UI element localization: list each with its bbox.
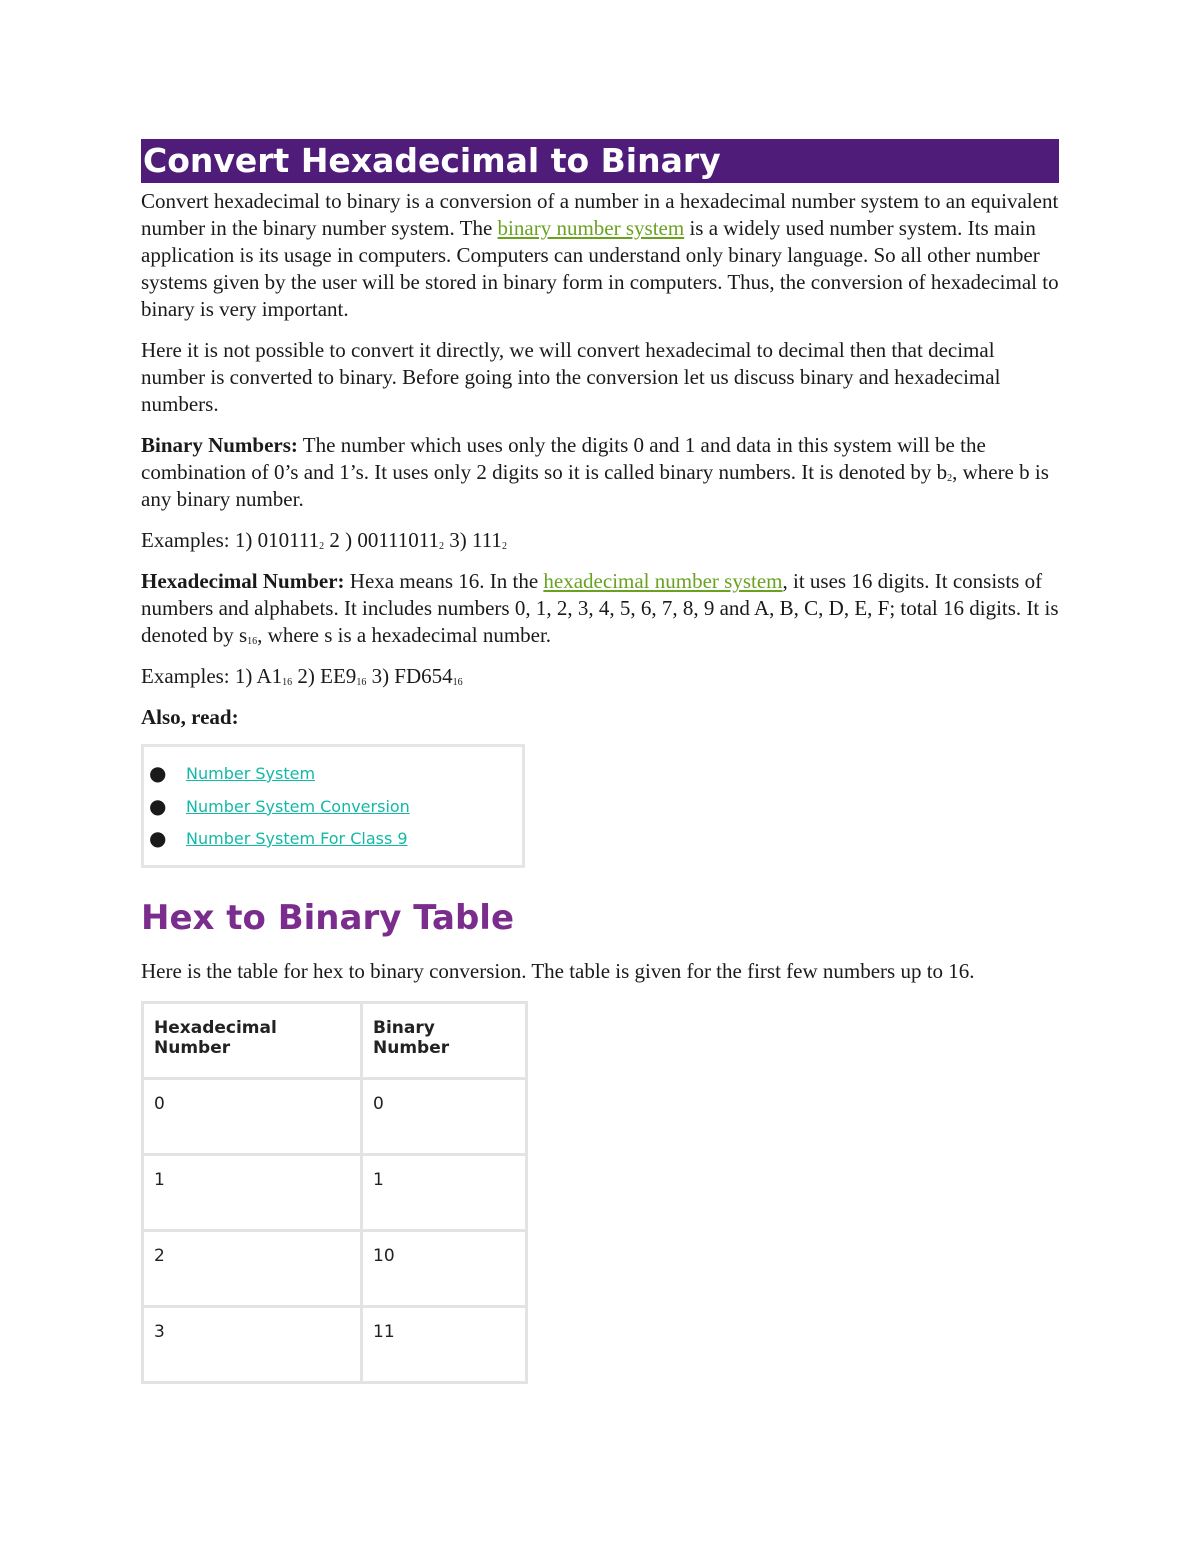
article-content [141, 139, 1059, 1384]
hex-example-3-base: 16 [452, 677, 463, 688]
table-cell: 1 [143, 1155, 362, 1231]
binary-examples [141, 527, 1059, 554]
hexadecimal-number-label: Hexadecimal Number: [141, 569, 345, 593]
bullet-icon: ● [149, 793, 167, 818]
section-heading: Hex to Binary Table [141, 898, 515, 938]
table-cell: 3 [143, 1307, 362, 1383]
binary-numbers-paragraph [141, 432, 1059, 513]
list-item [149, 826, 410, 859]
also-read-list [149, 761, 410, 859]
binary-text-1: The number which uses only the digits 0 and 1 and data in this system will be the combination of 0’s and 1’s. It uses only 2 digits so it is called binary numbers. It is denoted by b [141, 433, 986, 484]
hex-text-1: Hexa means 16. In the [344, 569, 544, 593]
table-cell: 0 [362, 1079, 527, 1155]
binary-example-1: Examples: 1) 010111 [141, 528, 320, 552]
column-header: Binary Number [362, 1003, 527, 1079]
intro-text-start: Convert hexadecimal to binary is a conversion of a number in a hexadecimal number system to an equivalent number in the binary number system. The [141, 189, 1059, 240]
list-item [149, 761, 410, 794]
hexadecimal-number-paragraph [141, 568, 1059, 649]
table-row [143, 1079, 527, 1155]
binary-text-2: , where b is any binary number. [141, 460, 1049, 511]
also-read-box [141, 744, 525, 868]
page-title: Convert Hexadecimal to Binary [141, 139, 1059, 183]
binary-example-1-base: 2 [319, 541, 325, 552]
table-row [143, 1155, 527, 1231]
hex-subscript: 16 [247, 636, 258, 647]
binary-example-2: 2 ) 00111011 [324, 528, 439, 552]
hex-example-2-base: 16 [356, 677, 367, 688]
binary-numbers-label: Binary Numbers: [141, 433, 298, 457]
table-row [143, 1307, 527, 1383]
hex-example-1-base: 16 [282, 677, 293, 688]
binary-example-3-base: 2 [501, 541, 507, 552]
table-row [143, 1231, 527, 1307]
binary-example-2-base: 2 [439, 541, 444, 552]
table-cell: 1 [362, 1155, 527, 1231]
table-intro-paragraph: Here is the table for hex to binary conversion. The table is given for the first few numbers up to 16. [141, 959, 975, 983]
bullet-icon: ● [149, 826, 167, 850]
binary-number-system-link[interactable]: binary number system [497, 216, 685, 240]
number-system-link[interactable]: Number System [186, 764, 316, 783]
binary-subscript: 2 [947, 473, 953, 484]
intro-paragraph [141, 188, 1059, 323]
also-read-label [141, 704, 1059, 731]
bullet-icon: ● [149, 761, 167, 785]
hex-text-3: , where s is a hexadecimal number. [257, 623, 552, 647]
intro-text-end: is a widely used number system. Its main application is its usage in computers. Computers can understand only binary language. So all other number systems given by the user will be stored in binary form in computers. Thus, the conversion of hexadecimal to binary is very important. [141, 216, 1059, 321]
hexadecimal-number-system-link[interactable]: hexadecimal number system [543, 569, 783, 593]
hex-text-2: , it uses 16 digits. It consists of numbers and alphabets. It includes numbers 0, 1, 2, 3, 4, 5, 6, 7, 8, 9 and A, B, C, D, E, F; total 16 digits. It is denoted by s [141, 569, 1059, 647]
hex-example-3: 3) FD654 [366, 664, 453, 688]
column-header: Hexadecimal Number [143, 1003, 362, 1079]
table-cell: 11 [362, 1307, 527, 1383]
hex-example-1: Examples: 1) A1 [141, 664, 283, 688]
table-cell: 10 [362, 1231, 527, 1307]
hexadecimal-examples [141, 663, 1059, 690]
table-header-row [143, 1003, 527, 1079]
hex-to-binary-table [141, 1001, 528, 1384]
hex-example-2: 2) EE9 [292, 664, 357, 688]
table-cell: 2 [143, 1231, 362, 1307]
number-system-conversion-link[interactable]: Number System Conversion [186, 796, 410, 816]
conversion-paragraph: Here it is not possible to convert it directly, we will convert hexadecimal to decimal then that decimal number is converted to binary. Before going into the conversion let us discuss binary and hexadecimal numbers. [141, 338, 1001, 416]
list-item [149, 793, 410, 827]
binary-example-3: 3) 111 [444, 528, 502, 552]
also-read-text: Also, read: [141, 705, 239, 729]
table-cell: 0 [143, 1079, 362, 1155]
number-system-class-9-link[interactable]: Number System For Class 9 [186, 829, 408, 848]
